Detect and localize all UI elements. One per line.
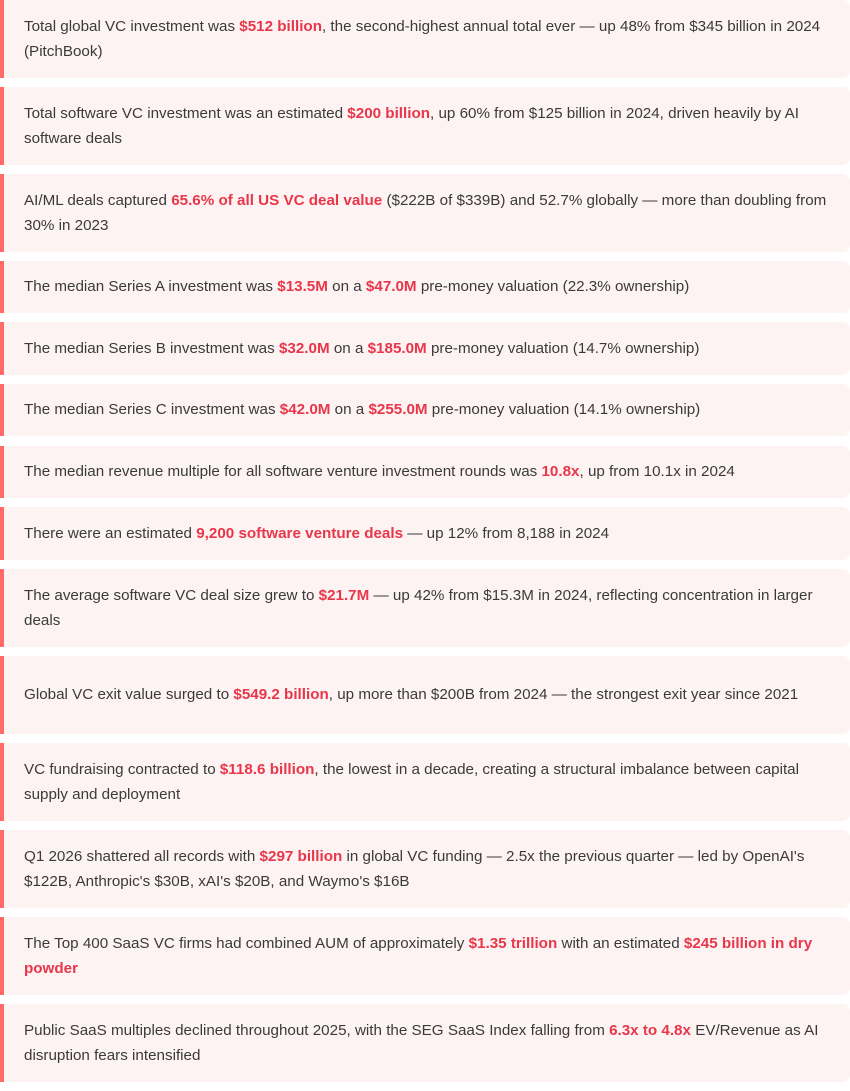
stat-highlight: $255.0M <box>368 401 428 419</box>
stat-text-segment: The median revenue multiple for all software venture investment rounds was <box>24 463 542 481</box>
stat-text-segment: on a <box>330 401 369 419</box>
stat-highlight: 10.8x <box>541 463 580 481</box>
stat-text-segment: VC fundraising contracted to <box>24 760 220 778</box>
stat-text-segment: on a <box>327 278 366 296</box>
stat-text-segment: pre-money valuation (14.7% ownership) <box>426 339 700 357</box>
stat-text-segment: with an estimated <box>557 934 684 952</box>
stat-highlight: $13.5M <box>277 278 328 296</box>
stat-text-segment: The Top 400 SaaS VC firms had combined AUM of approximately <box>24 934 469 952</box>
stat-highlight: $42.0M <box>279 401 331 419</box>
stat-text <box>24 757 830 808</box>
stat-highlight: $245 billion in dry powder <box>24 934 813 977</box>
stat-highlight: $47.0M <box>365 278 417 296</box>
stat-card <box>0 384 850 436</box>
stat-text-segment: — up 12% from 8,188 in 2024 <box>403 524 610 542</box>
stat-highlight: $21.7M <box>318 586 370 604</box>
stat-text <box>24 14 830 65</box>
stat-text-segment: pre-money valuation (22.3% ownership) <box>416 278 690 296</box>
stat-text-segment: Total software VC investment was an estimated <box>24 104 348 122</box>
stat-text-segment: The median Series B investment was <box>24 339 279 357</box>
stat-text-segment: EV/Revenue as AI disruption fears intensified <box>24 1021 819 1064</box>
stat-text <box>24 931 830 982</box>
stat-text-segment: Global VC exit value surged to <box>24 686 234 704</box>
stat-text-segment: Total global VC investment was <box>24 17 240 35</box>
stat-highlight: $549.2 billion <box>233 686 329 704</box>
stat-text <box>24 521 609 547</box>
stat-text-segment: in global VC funding — 2.5x the previous quarter — led by OpenAI's $122B, Anthropic's $30B, xAI's $20B, and Waymo's $16B <box>24 847 805 890</box>
stat-card <box>0 917 850 995</box>
stat-text-segment: pre-money valuation (14.1% ownership) <box>427 401 701 419</box>
stat-highlight: 65.6% of all US VC deal value <box>171 191 383 209</box>
stat-text <box>24 583 830 634</box>
stat-highlight: $512 billion <box>239 17 322 35</box>
stat-text-segment: , up 60% from $125 billion in 2024, driven heavily by AI software deals <box>24 104 799 147</box>
stat-text-segment: — up 42% from $15.3M in 2024, reflecting concentration in larger deals <box>24 586 813 629</box>
stat-card <box>0 1004 850 1082</box>
stat-text-segment: The median Series C investment was <box>24 401 280 419</box>
stat-text <box>24 682 798 708</box>
stat-highlight: $32.0M <box>278 339 330 357</box>
stat-text <box>24 188 830 239</box>
stat-text-segment: , the lowest in a decade, creating a structural imbalance between capital supply and deployment <box>24 760 799 803</box>
stat-highlight: $200 billion <box>347 104 431 122</box>
stat-text <box>24 397 700 423</box>
stat-text-segment: , the second-highest annual total ever — up 48% from $345 billion in 2024 (PitchBook) <box>24 17 821 60</box>
stat-card <box>0 569 850 647</box>
stat-text-segment: ($222B of $339B) and 52.7% globally — more than doubling from 30% in 2023 <box>24 191 827 234</box>
stat-text-segment: , up more than $200B from 2024 — the strongest exit year since 2021 <box>328 686 799 704</box>
stat-highlight: $297 billion <box>259 847 343 865</box>
stat-text <box>24 336 699 362</box>
stat-text <box>24 101 830 152</box>
stat-highlight: 9,200 software venture deals <box>196 524 404 542</box>
stat-card <box>0 446 850 498</box>
stat-text-segment: The average software VC deal size grew to <box>24 586 319 604</box>
stat-text <box>24 1018 830 1069</box>
stat-card <box>0 743 850 821</box>
stat-card <box>0 174 850 252</box>
stat-card <box>0 507 850 560</box>
stat-card <box>0 830 850 908</box>
stat-text-segment: Public SaaS multiples declined throughout 2025, with the SEG SaaS Index falling from <box>24 1021 610 1039</box>
stat-highlight: $185.0M <box>367 339 427 357</box>
stat-text-segment: , up from 10.1x in 2024 <box>579 463 735 481</box>
stat-text-segment: on a <box>329 339 368 357</box>
stat-highlight: $118.6 billion <box>219 760 315 778</box>
stat-text <box>24 459 735 485</box>
stat-text-segment: AI/ML deals captured <box>24 191 172 209</box>
stat-text-segment: The median Series A investment was <box>24 278 278 296</box>
stat-text-segment: Q1 2026 shattered all records with <box>24 847 260 865</box>
stat-highlight: 6.3x to 4.8x <box>609 1021 691 1039</box>
stat-card <box>0 87 850 165</box>
stat-card <box>0 322 850 375</box>
stat-card <box>0 0 850 78</box>
stat-text <box>24 844 830 895</box>
stat-card <box>0 261 850 313</box>
stat-card <box>0 656 850 734</box>
stat-text-segment: There were an estimated <box>24 524 197 542</box>
stat-highlight: $1.35 trillion <box>468 934 558 952</box>
stat-text <box>24 274 689 300</box>
